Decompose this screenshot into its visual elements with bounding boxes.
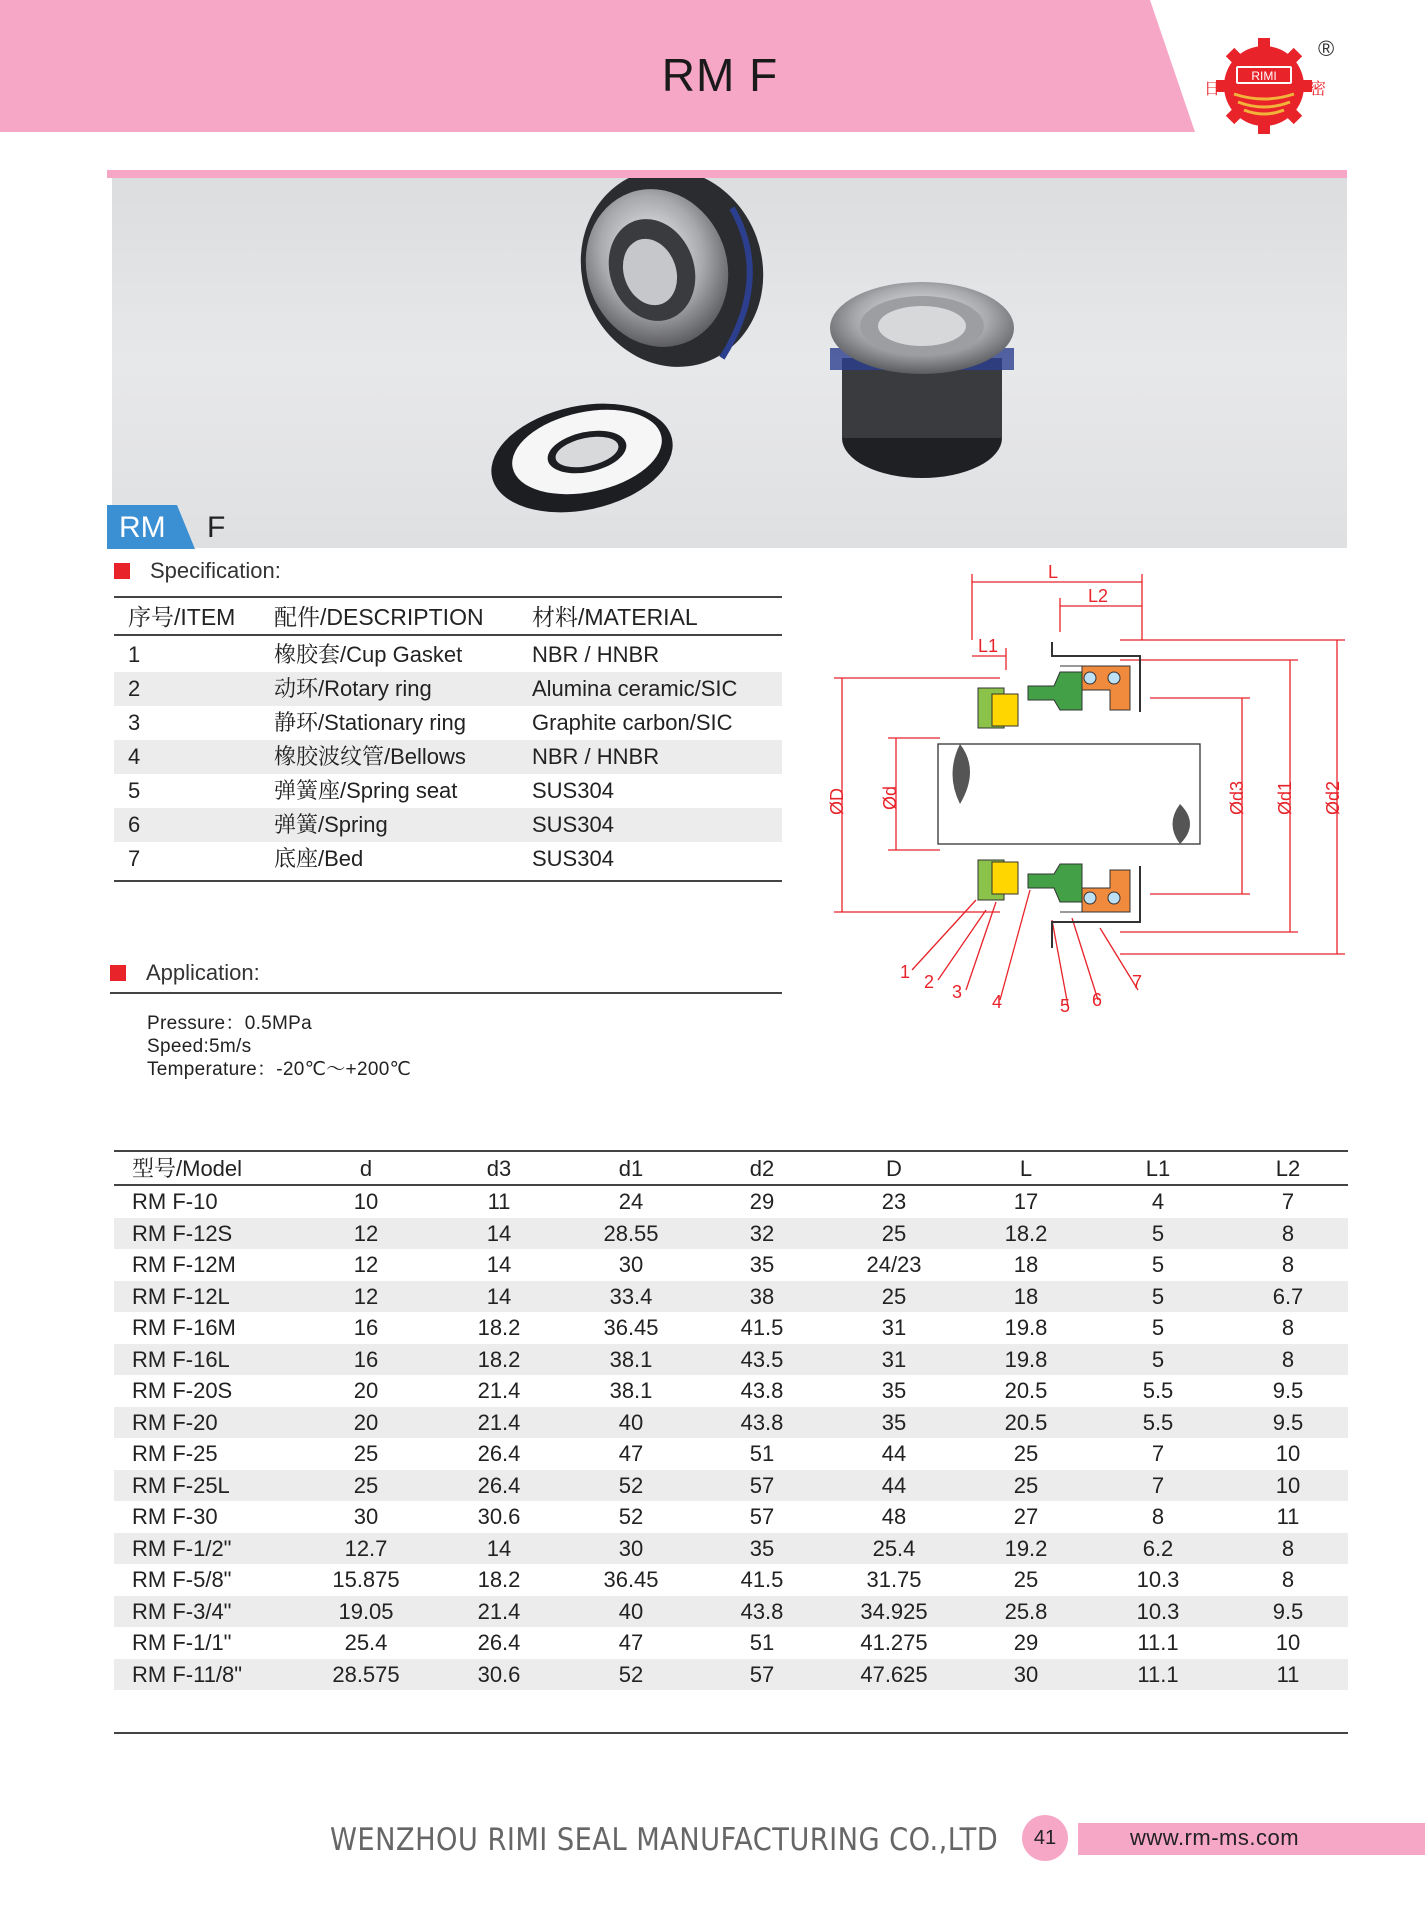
dimension-cell: 17	[1013, 1189, 1039, 1214]
dimension-cell: 24	[618, 1189, 644, 1214]
dimension-cell: 7	[1151, 1472, 1165, 1498]
dimension-cell: 10.3	[1136, 1567, 1180, 1592]
callout-6: 6	[1092, 990, 1103, 1010]
dimension-cell: 21.4	[477, 1598, 521, 1624]
model-table-bottom-rule	[114, 1732, 1348, 1734]
dimension-cell: 5	[1151, 1346, 1165, 1372]
seal-cross-section-diagram	[820, 560, 1360, 1020]
dimension-cell: 29	[1013, 1630, 1039, 1655]
dimension-cell: 38.1	[609, 1346, 653, 1372]
dim-D: ØD	[827, 788, 847, 815]
model-cell: RM F-11/8"	[132, 1661, 243, 1687]
dimension-cell: 20.5	[1004, 1409, 1048, 1435]
dimension-cell: 10.3	[1136, 1598, 1180, 1624]
spec-row: 6 弹簧/Spring SUS304	[114, 808, 782, 842]
callout-3: 3	[952, 982, 963, 1002]
dimension-cell: 12.7	[344, 1535, 388, 1561]
dimension-cell: 14	[486, 1252, 512, 1277]
dimension-cell: 7	[1151, 1441, 1165, 1466]
dimension-cell: 28.55	[603, 1220, 659, 1246]
dim-L2: L2	[1088, 586, 1109, 606]
dimension-cell: 30	[618, 1252, 644, 1277]
dimension-cell: 10	[1275, 1441, 1301, 1466]
dimension-cell: 8	[1281, 1346, 1295, 1372]
model-table-header: 型号/Model d d3 d1 d2 D L L1 L2	[114, 1150, 1348, 1186]
dimension-cell: 8	[1151, 1504, 1165, 1529]
dimension-cell: 35	[881, 1378, 907, 1403]
dimension-cell: 24/23	[866, 1252, 922, 1277]
callout-7: 7	[1132, 972, 1143, 992]
application-heading: Application:	[110, 960, 260, 986]
dimension-cell: 16	[353, 1315, 379, 1340]
dimension-cell: 57	[749, 1661, 775, 1687]
dimension-cell: 6.7	[1272, 1283, 1304, 1309]
dimension-cell: 10	[1275, 1472, 1301, 1498]
dimension-cell: 31	[881, 1315, 907, 1340]
model-cell: RM F-30	[132, 1504, 218, 1529]
dimension-cell: 41.275	[860, 1630, 928, 1655]
dimension-cell: 18.2	[477, 1315, 521, 1340]
table-row	[114, 1438, 1348, 1470]
dimension-cell: 25.4	[872, 1535, 916, 1561]
dimension-cell: 43.8	[740, 1378, 784, 1403]
dimension-cell: 11.1	[1137, 1630, 1179, 1655]
page-number: 41	[1022, 1815, 1068, 1861]
dimension-cell: 31.75	[866, 1567, 922, 1592]
dimension-cell: 30.6	[477, 1504, 521, 1529]
table-row	[114, 1312, 1348, 1344]
table-row	[114, 1564, 1348, 1596]
callout-2: 2	[924, 972, 935, 992]
dimension-cell: 38	[749, 1283, 775, 1309]
dimension-cell: 48	[881, 1504, 907, 1529]
dimension-cell: 30	[618, 1535, 644, 1561]
dimension-cell: 8	[1281, 1535, 1295, 1561]
model-table-body	[114, 1186, 1348, 1690]
model-cell: RM F-10	[132, 1189, 218, 1214]
spec-table-header	[114, 598, 782, 636]
table-row	[114, 1596, 1348, 1628]
dimension-cell: 25.4	[344, 1630, 388, 1655]
dimension-cell: 18	[1013, 1252, 1039, 1277]
dimension-cell: 19.2	[1004, 1535, 1048, 1561]
model-cell: RM F-25	[132, 1441, 218, 1466]
dimension-cell: 52	[618, 1472, 644, 1498]
footer-website[interactable]: www.rm-ms.com	[1130, 1825, 1300, 1850]
dimension-cell: 14	[486, 1220, 512, 1246]
dim-d2: Ød2	[1323, 780, 1343, 815]
dimension-cell: 25	[1013, 1472, 1039, 1498]
dimension-cell: 43.8	[740, 1598, 784, 1624]
dimension-cell: 51	[749, 1441, 775, 1466]
dimension-cell: 19.8	[1004, 1315, 1048, 1340]
dim-d1: Ød1	[1275, 780, 1295, 815]
pink-divider	[107, 170, 1347, 178]
spec-row: 2 动环/Rotary ring Alumina ceramic/SIC	[114, 672, 782, 706]
table-row	[114, 1186, 1348, 1218]
dimension-cell: 11	[1276, 1661, 1300, 1687]
table-row	[114, 1281, 1348, 1313]
dimension-cell: 5	[1151, 1252, 1165, 1277]
dimension-cell: 41.5	[740, 1567, 784, 1592]
callout-5: 5	[1060, 996, 1071, 1016]
dimension-cell: 36.45	[603, 1315, 659, 1340]
model-cell: RM F-5/8"	[132, 1567, 232, 1592]
spec-table	[114, 598, 782, 876]
dimension-cell: 11.1	[1137, 1661, 1179, 1687]
model-cell: RM F-20	[132, 1409, 218, 1435]
dimension-cell: 9.5	[1272, 1378, 1304, 1403]
dimension-cell: 30	[353, 1504, 379, 1529]
dimension-cell: 47	[618, 1441, 644, 1466]
model-cell: RM F-12L	[132, 1283, 230, 1309]
dimension-cell: 47.625	[860, 1661, 928, 1687]
dimension-cell: 27	[1013, 1504, 1039, 1529]
logo-left-char: 日	[1204, 79, 1221, 98]
col-material: 材料/MATERIAL	[532, 604, 698, 630]
dimension-cell: 57	[749, 1504, 775, 1529]
spec-row: 1 橡胶套/Cup Gasket NBR / HNBR	[128, 642, 660, 667]
dimension-cell: 21.4	[477, 1378, 521, 1403]
dimension-cell: 47	[618, 1630, 644, 1655]
table-row	[114, 1470, 1348, 1502]
spec-row: 5 弹簧座/Spring seat SUS304	[128, 778, 614, 803]
logo-text: RIMI	[1251, 69, 1277, 83]
table-row	[114, 1627, 1348, 1659]
dimension-cell: 21.4	[477, 1409, 521, 1435]
table-row	[114, 1659, 1348, 1691]
dimension-cell: 25	[1013, 1441, 1039, 1466]
dimension-cell: 36.45	[603, 1567, 659, 1592]
table-row	[114, 1533, 1348, 1565]
spec-table-bottom-rule	[114, 880, 782, 882]
dimension-cell: 25	[881, 1220, 907, 1246]
dimension-cell: 23	[881, 1189, 907, 1214]
dimension-cell: 35	[749, 1535, 775, 1561]
dimension-cell: 8	[1281, 1567, 1295, 1592]
footer-company: WENZHOU RIMI SEAL MANUFACTURING CO.,LTD	[330, 1822, 999, 1858]
application-rule	[110, 992, 782, 994]
dimension-cell: 30.6	[477, 1661, 521, 1687]
dimension-cell: 33.4	[609, 1283, 653, 1309]
dimension-cell: 16	[353, 1346, 379, 1372]
model-cell: RM F-1/1"	[132, 1630, 232, 1655]
dimension-cell: 30	[1013, 1661, 1039, 1687]
dimension-cell: 40	[618, 1598, 644, 1624]
dimension-cell: 26.4	[477, 1472, 521, 1498]
logo-right-char: 密	[1310, 79, 1327, 98]
dimension-cell: 5	[1151, 1315, 1165, 1340]
dimension-cell: 19.8	[1004, 1346, 1048, 1372]
dimension-cell: 52	[618, 1661, 644, 1687]
dimension-cell: 35	[881, 1409, 907, 1435]
dimension-cell: 34.925	[860, 1598, 928, 1624]
dimension-cell: 20	[353, 1409, 379, 1435]
dimension-cell: 7	[1281, 1189, 1295, 1214]
dim-L1: L1	[978, 636, 999, 656]
dimension-cell: 5.5	[1142, 1409, 1174, 1435]
dimension-cell: 14	[486, 1535, 512, 1561]
red-square-icon	[110, 965, 126, 981]
dimension-cell: 43.5	[740, 1346, 784, 1372]
table-row	[114, 1249, 1348, 1281]
dimension-cell: 9.5	[1272, 1598, 1304, 1624]
model-cell: RM F-20S	[132, 1378, 233, 1403]
dimension-cell: 8	[1281, 1315, 1295, 1340]
dimension-cell: 25	[353, 1472, 379, 1498]
dimension-cell: 25	[353, 1441, 379, 1466]
pressure-text: Pressure：0.5MPa	[147, 1013, 313, 1034]
table-row	[114, 1375, 1348, 1407]
dim-d: Ød	[880, 785, 900, 810]
model-cell: RM F-12S	[132, 1220, 233, 1246]
spec-row: 3 静环/Stationary ring Graphite carbon/SIC	[128, 710, 733, 735]
model-cell: RM F-25L	[132, 1472, 230, 1498]
dimension-cell: 5.5	[1142, 1378, 1174, 1403]
registered-mark: ®	[1318, 36, 1335, 61]
model-cell: RM F-3/4"	[132, 1598, 232, 1624]
dimension-cell: 12	[353, 1283, 379, 1309]
dimension-cell: 4	[1151, 1189, 1165, 1214]
dimension-cell: 52	[618, 1504, 644, 1529]
callout-4: 4	[992, 992, 1003, 1012]
dimension-cell: 44	[881, 1441, 907, 1466]
application-details	[147, 1012, 411, 1081]
col-description: 配件/DESCRIPTION	[274, 604, 484, 630]
dimension-cell: 18	[1013, 1283, 1039, 1309]
callout-1: 1	[900, 962, 911, 982]
model-cell: RM F-12M	[132, 1252, 236, 1277]
table-row	[114, 1218, 1348, 1250]
model-cell: RM F-16M	[132, 1315, 236, 1340]
dimension-cell: 28.575	[332, 1661, 400, 1687]
dimension-cell: 38.1	[609, 1378, 653, 1403]
model-dimension-table	[114, 1150, 1348, 1690]
model-cell: RM F-16L	[132, 1346, 230, 1372]
dimension-cell: 51	[749, 1630, 775, 1655]
dimension-cell: 19.05	[338, 1598, 394, 1624]
dimension-cell: 10	[353, 1189, 379, 1214]
dimension-cell: 6.2	[1142, 1535, 1174, 1561]
dimension-cell: 31	[881, 1346, 907, 1372]
dimension-cell: 26.4	[477, 1630, 521, 1655]
dimension-cell: 43.8	[740, 1409, 784, 1435]
dim-L: L	[1048, 562, 1059, 582]
product-photo	[112, 178, 1347, 548]
badge-f: F	[207, 511, 226, 544]
dimension-cell: 15.875	[332, 1567, 400, 1592]
dimension-cell: 57	[749, 1472, 775, 1498]
dimension-cell: 18.2	[1004, 1220, 1048, 1246]
dimension-cell: 11	[1276, 1504, 1300, 1529]
dimension-cell: 20.5	[1004, 1378, 1048, 1403]
dimension-cell: 29	[749, 1189, 775, 1214]
dimension-cell: 12	[353, 1252, 379, 1277]
dimension-cell: 10	[1275, 1630, 1301, 1655]
dimension-cell: 32	[749, 1220, 775, 1246]
spec-row: 4 橡胶波纹管/Bellows NBR / HNBR	[114, 740, 782, 774]
dimension-cell: 25.8	[1004, 1598, 1048, 1624]
dimension-cell: 40	[618, 1409, 644, 1435]
table-row	[114, 1344, 1348, 1376]
temperature-text: Temperature：-20℃～+200℃	[147, 1059, 412, 1080]
table-row	[114, 1501, 1348, 1533]
col-item: 序号/ITEM	[128, 604, 236, 630]
dim-d3: Ød3	[1227, 780, 1247, 815]
dimension-cell: 8	[1281, 1252, 1295, 1277]
dimension-cell: 5	[1151, 1220, 1165, 1246]
specification-heading: Specification:	[114, 558, 281, 584]
dimension-cell: 14	[486, 1283, 512, 1309]
dimension-cell: 44	[881, 1472, 907, 1498]
dimension-cell: 5	[1151, 1283, 1165, 1309]
dimension-cell: 18.2	[477, 1346, 521, 1372]
model-cell: RM F-1/2"	[132, 1535, 232, 1561]
dimension-cell: 20	[353, 1378, 379, 1403]
dimension-cell: 8	[1281, 1220, 1295, 1246]
dimension-cell: 9.5	[1272, 1409, 1304, 1435]
dimension-cell: 12	[353, 1220, 379, 1246]
dimension-cell: 25	[881, 1283, 907, 1309]
table-row	[114, 1407, 1348, 1439]
dimension-cell: 26.4	[477, 1441, 521, 1466]
dimension-cell: 41.5	[740, 1315, 784, 1340]
dimension-cell: 25	[1013, 1567, 1039, 1592]
speed-text: Speed:5m/s	[147, 1036, 252, 1057]
badge-rm: RM	[119, 511, 166, 544]
dimension-cell: 11	[487, 1189, 511, 1214]
page-title: RM F	[661, 49, 779, 101]
spec-row: 7 底座/Bed SUS304	[128, 846, 614, 871]
dimension-cell: 18.2	[477, 1567, 521, 1592]
dimension-cell: 35	[749, 1252, 775, 1277]
red-square-icon	[114, 563, 130, 579]
